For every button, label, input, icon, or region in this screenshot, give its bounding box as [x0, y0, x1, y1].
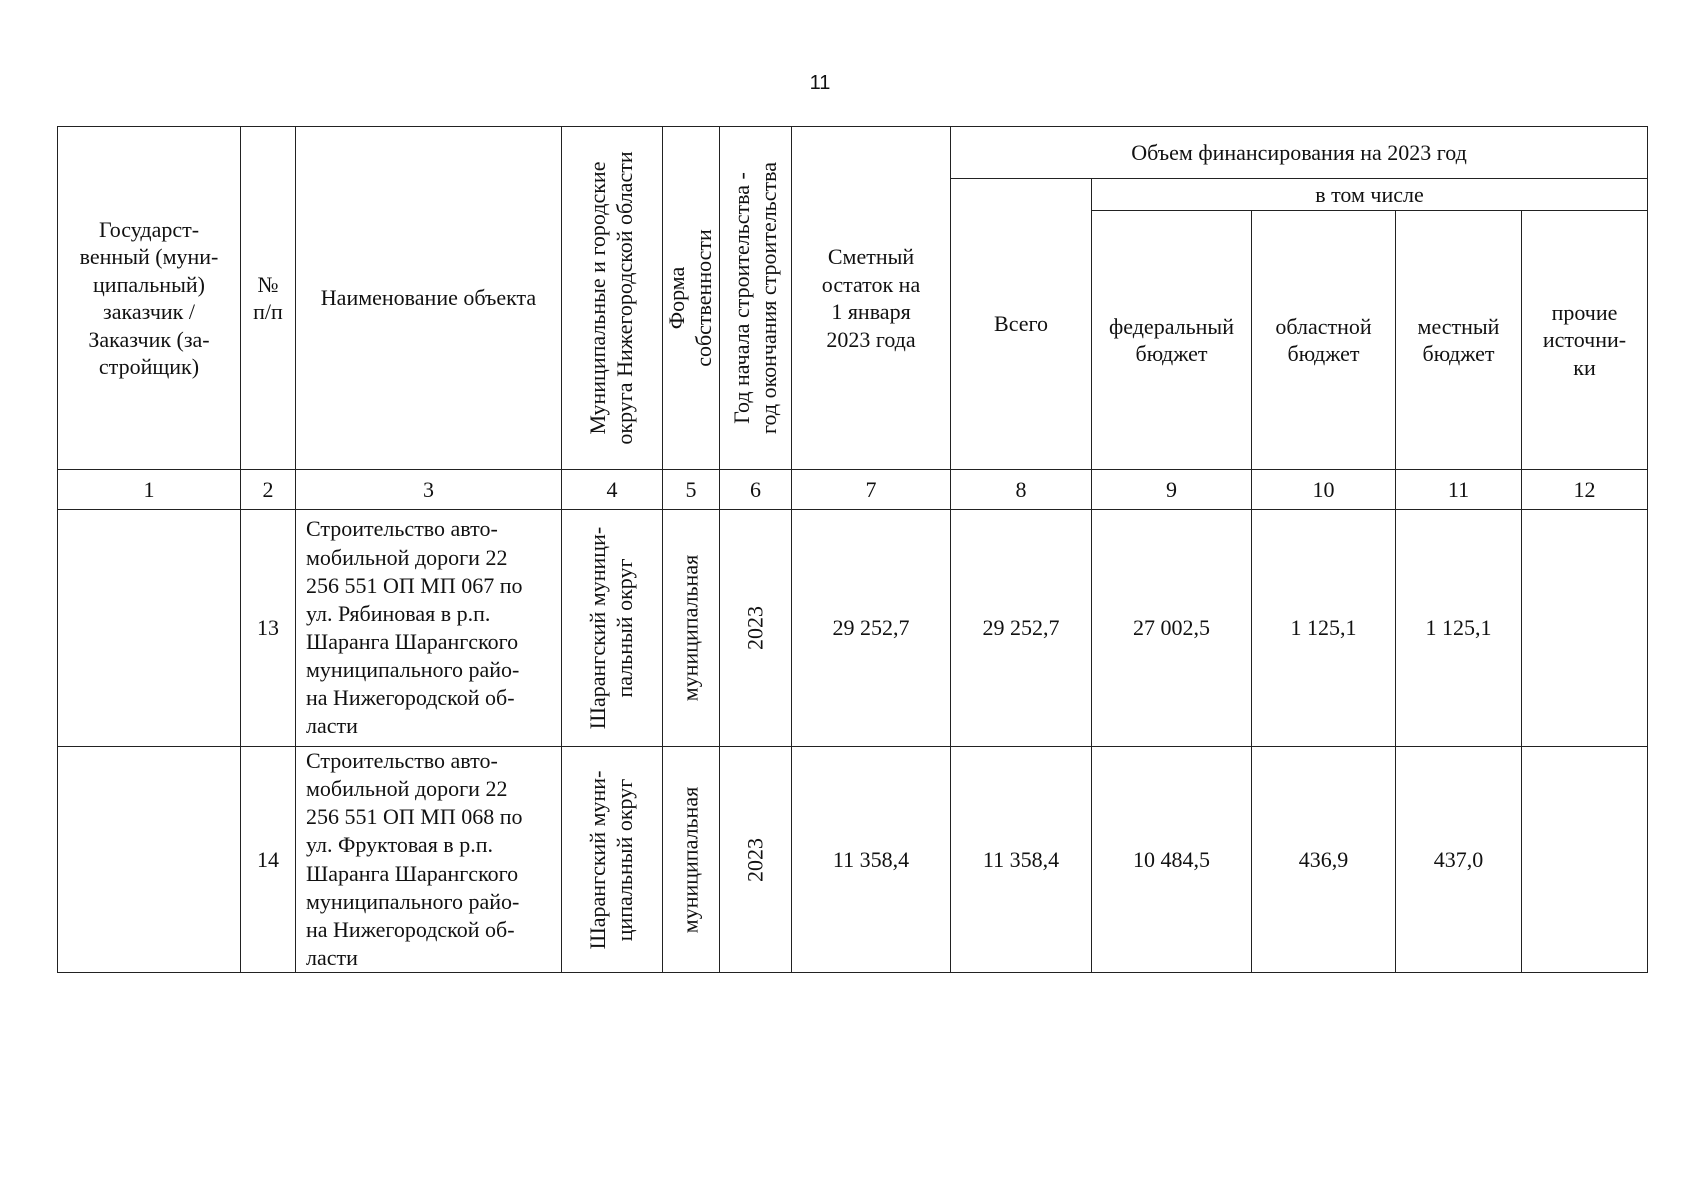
cell-ownership: муниципальная — [663, 747, 720, 973]
cell-years: 2023 — [720, 510, 792, 747]
column-number: 7 — [792, 470, 951, 510]
cell-district: Шарангский муни- ципальный округ — [562, 747, 663, 973]
header-districts: Муниципальные и городские округа Нижегородской области — [562, 127, 663, 470]
column-number: 12 — [1522, 470, 1648, 510]
page-number: 11 — [809, 72, 831, 94]
column-number-row — [58, 470, 1648, 510]
cell-number: 13 — [241, 510, 296, 747]
column-number: 2 — [241, 470, 296, 510]
table-row — [58, 510, 1648, 747]
column-number: 1 — [58, 470, 241, 510]
cell-object-name: Строительство авто- мобильной дороги 22 256 551 ОП МП 067 по ул. Рябиновая в р.п. Шаранга Шарангского муниципального райо- на Нижегородской об- ласти — [296, 510, 562, 747]
cell-other-sources — [1522, 510, 1648, 747]
column-number: 10 — [1252, 470, 1396, 510]
cell-federal-budget: 10 484,5 — [1092, 747, 1252, 973]
cell-years: 2023 — [720, 747, 792, 973]
cell-local-budget: 437,0 — [1396, 747, 1522, 973]
column-number: 3 — [296, 470, 562, 510]
cell-federal-budget: 27 002,5 — [1092, 510, 1252, 747]
header-funding-volume: Объем финансирования на 2023 год — [951, 127, 1648, 179]
cell-customer — [58, 747, 241, 973]
header-other-sources: прочие источни- ки — [1522, 211, 1648, 470]
header-including: в том числе — [1092, 179, 1648, 211]
cell-regional-budget: 436,9 — [1252, 747, 1396, 973]
header-number: № п/п — [241, 127, 296, 470]
cell-object-name: Строительство авто- мобильной дороги 22 256 551 ОП МП 068 по ул. Фруктовая в р.п. Шаранга Шарангского муниципального райо- на Нижегородской об- ласти — [296, 747, 562, 973]
column-number: 4 — [562, 470, 663, 510]
column-number: 6 — [720, 470, 792, 510]
header-row-1 — [58, 127, 1648, 179]
table-row — [58, 747, 1648, 973]
cell-total: 29 252,7 — [951, 510, 1092, 747]
cell-ownership: муниципальная — [663, 510, 720, 747]
cell-total: 11 358,4 — [951, 747, 1092, 973]
header-total: Всего — [951, 179, 1092, 470]
header-federal-budget: федеральный бюджет — [1092, 211, 1252, 470]
column-number: 11 — [1396, 470, 1522, 510]
column-number: 5 — [663, 470, 720, 510]
cell-local-budget: 1 125,1 — [1396, 510, 1522, 747]
financing-table — [57, 126, 1648, 973]
header-local-budget: местный бюджет — [1396, 211, 1522, 470]
cell-other-sources — [1522, 747, 1648, 973]
header-object-name: Наименование объекта — [296, 127, 562, 470]
cell-regional-budget: 1 125,1 — [1252, 510, 1396, 747]
header-regional-budget: областной бюджет — [1252, 211, 1396, 470]
cell-customer — [58, 510, 241, 747]
cell-estimate-balance: 11 358,4 — [792, 747, 951, 973]
cell-district: Шарангский муници- пальный округ — [562, 510, 663, 747]
column-number: 9 — [1092, 470, 1252, 510]
header-customer: Государст- венный (муни- ципальный) заказчик / Заказчик (за- стройщик) — [58, 127, 241, 470]
header-years: Год начала строительства - год окончания строительства — [720, 127, 792, 470]
column-number: 8 — [951, 470, 1092, 510]
cell-estimate-balance: 29 252,7 — [792, 510, 951, 747]
cell-number: 14 — [241, 747, 296, 973]
header-estimate-balance: Сметный остаток на 1 января 2023 года — [792, 127, 951, 470]
header-ownership: Форма собственности — [663, 127, 720, 470]
